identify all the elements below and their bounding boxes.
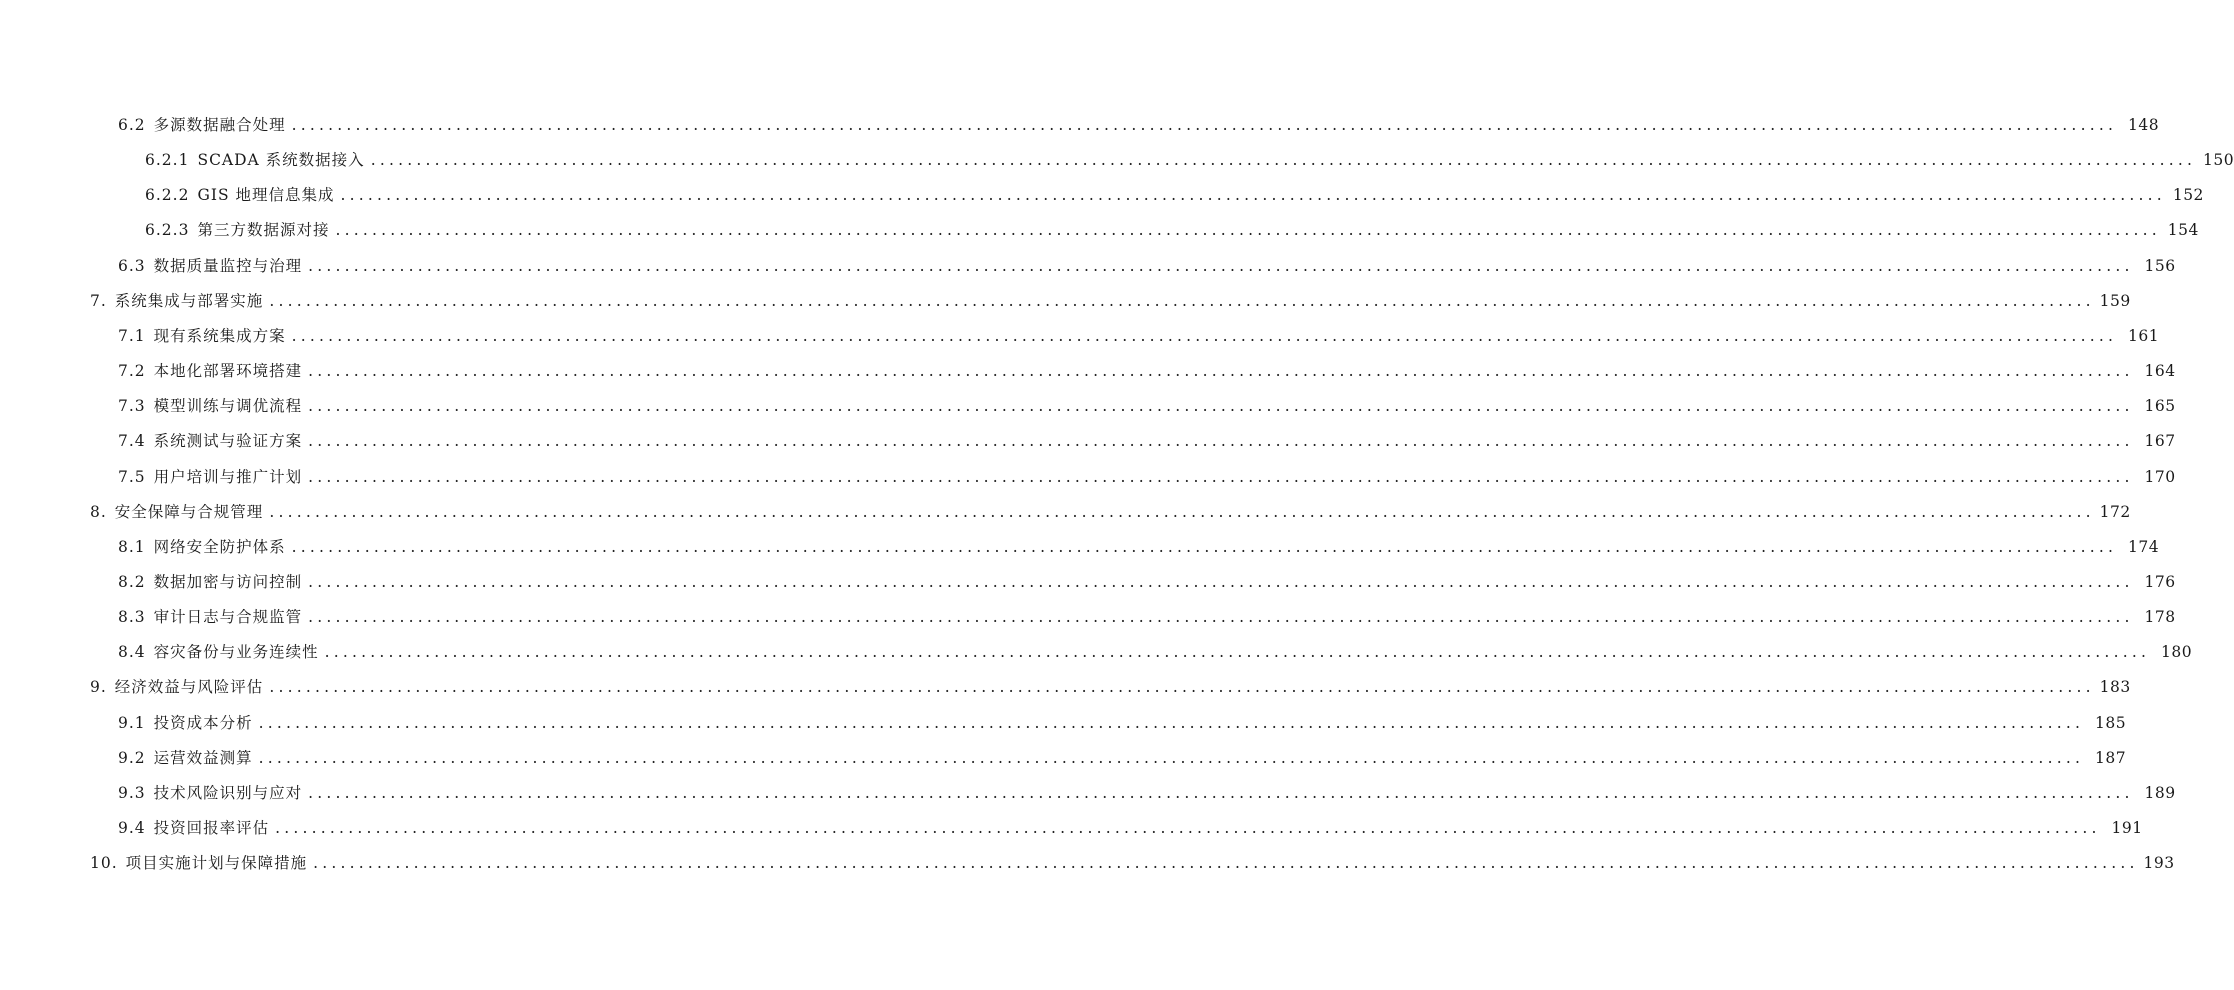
- toc-entry-page-number: 165: [2144, 397, 2176, 416]
- toc-entry-number: 10.: [90, 854, 118, 873]
- toc-entry[interactable]: [0, 464, 2176, 490]
- toc-entry[interactable]: [0, 428, 2176, 454]
- toc-entry-label: [0, 710, 253, 736]
- toc-entry-label: [0, 147, 365, 173]
- toc-entry-label: [0, 323, 286, 349]
- toc-entry-page-number: 193: [2143, 854, 2175, 873]
- toc-entry-number: 6.2: [118, 116, 146, 134]
- toc-entry-title: 项目实施计划与保障措施: [125, 854, 308, 873]
- toc-entry-label: [0, 745, 253, 771]
- toc-entry[interactable]: [0, 815, 2143, 841]
- toc-entry[interactable]: [0, 147, 2234, 173]
- toc-entry[interactable]: [0, 710, 2127, 736]
- toc-entry-page-number: 154: [2167, 221, 2199, 240]
- toc-entry-title: 第三方数据源对接: [197, 221, 330, 240]
- toc-entry-title: 审计日志与合规监管: [153, 608, 303, 627]
- toc-entry-number: 8.: [90, 502, 107, 521]
- toc-entry-title: 安全保障与合规管理: [114, 502, 264, 521]
- toc-entry[interactable]: [0, 182, 2204, 208]
- toc-entry-label: [0, 780, 302, 806]
- toc-dot-leader: ........................................................................................................................................................................................................: [340, 186, 2166, 205]
- toc-entry-page-number: 161: [2127, 326, 2160, 345]
- toc-entry-number: 6.2.1: [145, 151, 190, 170]
- toc-entry-title: 现有系统集成方案: [153, 326, 286, 345]
- toc-entry-number: 7.3: [118, 397, 146, 416]
- toc-entry[interactable]: [0, 604, 2176, 630]
- toc-entry-title: 数据质量监控与治理: [153, 256, 303, 275]
- toc-entry-page-number: 183: [2099, 678, 2131, 697]
- toc-entry-page-number: 189: [2144, 783, 2176, 802]
- toc-entry-number: 9.3: [118, 783, 146, 802]
- toc-entry[interactable]: [0, 534, 2160, 560]
- toc-dot-leader: ........................................................................................................................................................................................................: [269, 291, 2095, 310]
- toc-entry[interactable]: [0, 639, 2193, 665]
- toc-entry-label: [0, 253, 302, 279]
- toc-dot-leader: ........................................................................................................................................................................................................: [308, 432, 2134, 451]
- toc-entry-page-number: 167: [2144, 432, 2176, 451]
- toc-entry-page-number: 178: [2144, 608, 2176, 627]
- toc-entry-page-number: 172: [2099, 502, 2131, 521]
- toc-entry-title: 网络安全防护体系: [153, 537, 286, 556]
- toc-dot-leader: ........................................................................................................................................................................................................: [308, 362, 2134, 380]
- toc-entry-title: 多源数据融合处理: [153, 116, 286, 134]
- toc-entry[interactable]: [0, 112, 2160, 138]
- toc-dot-leader: ........................................................................................................................................................................................................: [335, 221, 2161, 240]
- toc-entry-label: [0, 112, 286, 138]
- toc-entry-label: [0, 850, 307, 876]
- toc-entry-number: 6.3: [118, 256, 146, 275]
- toc-entry-label: [0, 464, 302, 490]
- toc-entry-page-number: 152: [2172, 186, 2204, 205]
- toc-entry[interactable]: [0, 780, 2176, 806]
- toc-entry-title: 投资回报率评估: [153, 819, 270, 837]
- toc-dot-leader: ........................................................................................................................................................................................................: [258, 748, 2085, 767]
- toc-entry-title: 模型训练与调优流程: [153, 397, 303, 416]
- toc-dot-leader: ........................................................................................................................................................................................................: [291, 326, 2118, 345]
- toc-entry-title: 技术风险识别与应对: [153, 783, 303, 802]
- toc-entry-label: [0, 815, 269, 841]
- toc-entry[interactable]: [0, 358, 2176, 384]
- toc-entry-title: 运营效益测算: [153, 748, 253, 767]
- toc-entry-number: 7.5: [118, 467, 146, 486]
- toc-entry-page-number: 185: [2094, 713, 2127, 732]
- toc-entry-label: [0, 604, 302, 630]
- toc-entry-page-number: 156: [2144, 256, 2176, 275]
- toc-entry-page-number: 170: [2144, 467, 2176, 486]
- toc-entry-title: 系统集成与部署实施: [114, 291, 264, 310]
- toc-dot-leader: ........................................................................................................................................................................................................: [269, 502, 2095, 521]
- toc-entry-title: GIS 地理信息集成: [197, 186, 335, 205]
- toc-dot-leader: ........................................................................................................................................................................................................: [324, 643, 2151, 662]
- toc-dot-leader: ........................................................................................................................................................................................................: [308, 783, 2134, 802]
- toc-entry-title: SCADA 系统数据接入: [197, 151, 365, 170]
- toc-entry-label: [0, 674, 263, 700]
- toc-entry-number: 7.: [90, 291, 107, 310]
- toc-entry-number: 7.2: [118, 362, 146, 380]
- toc-entry-page-number: 148: [2127, 116, 2160, 134]
- toc-dot-leader: ........................................................................................................................................................................................................: [308, 256, 2134, 275]
- toc-dot-leader: ........................................................................................................................................................................................................: [313, 854, 2139, 873]
- toc-entry-label: [0, 217, 329, 243]
- toc-entry[interactable]: [0, 288, 2131, 314]
- toc-entry-number: 8.3: [118, 608, 146, 627]
- toc-entry-page-number: 174: [2127, 537, 2160, 556]
- toc-dot-leader: ........................................................................................................................................................................................................: [308, 467, 2134, 486]
- toc-entry-page-number: 150: [2203, 151, 2234, 170]
- toc-dot-leader: ........................................................................................................................................................................................................: [275, 819, 2101, 837]
- toc-entry-label: [0, 569, 302, 595]
- toc-entry-page-number: 191: [2111, 819, 2143, 837]
- toc-entry[interactable]: [0, 674, 2131, 700]
- toc-entry-label: [0, 393, 302, 419]
- toc-entry-page-number: 176: [2144, 573, 2176, 591]
- toc-entry-label: [0, 534, 286, 560]
- toc-entry-label: [0, 182, 335, 208]
- toc-dot-leader: ........................................................................................................................................................................................................: [269, 678, 2095, 697]
- toc-entry-title: 用户培训与推广计划: [153, 467, 303, 486]
- toc-entry-page-number: 180: [2160, 643, 2193, 662]
- toc-entry-page-number: 159: [2099, 291, 2131, 310]
- toc-entry-number: 8.4: [118, 643, 146, 662]
- toc-dot-leader: ........................................................................................................................................................................................................: [308, 608, 2134, 627]
- toc-entry-label: [0, 639, 319, 665]
- toc-entry[interactable]: [0, 217, 2199, 243]
- toc-entry-title: 容灾备份与业务连续性: [153, 643, 319, 662]
- toc-entry-number: 7.1: [118, 326, 146, 345]
- toc-dot-leader: ........................................................................................................................................................................................................: [291, 116, 2118, 134]
- toc-entry-page-number: 187: [2094, 748, 2127, 767]
- toc-entry[interactable]: [0, 499, 2131, 525]
- toc-entry[interactable]: [0, 569, 2176, 595]
- toc-dot-leader: ........................................................................................................................................................................................................: [370, 151, 2197, 170]
- toc-dot-leader: ........................................................................................................................................................................................................: [308, 573, 2134, 591]
- toc-entry-number: 9.2: [118, 748, 146, 767]
- toc-entry-label: [0, 288, 263, 314]
- toc-entry[interactable]: [0, 253, 2176, 279]
- toc-entry-number: 6.2.2: [145, 186, 190, 205]
- toc-entry-title: 系统测试与验证方案: [153, 432, 303, 451]
- toc-entry-number: 6.2.3: [145, 221, 190, 240]
- toc-entry-label: [0, 499, 263, 525]
- toc-entry[interactable]: [0, 323, 2160, 349]
- toc-entry-title: 本地化部署环境搭建: [153, 362, 303, 380]
- toc-entry-number: 7.4: [118, 432, 146, 451]
- toc-entry-page-number: 164: [2144, 362, 2176, 380]
- toc-dot-leader: ........................................................................................................................................................................................................: [308, 397, 2134, 416]
- toc-entry-number: 9.1: [118, 713, 146, 732]
- toc-entry-number: 9.: [90, 678, 107, 697]
- toc-entry-number: 9.4: [118, 819, 146, 837]
- toc-entry-title: 经济效益与风险评估: [114, 678, 264, 697]
- toc-entry[interactable]: [0, 850, 2175, 876]
- toc-dot-leader: ........................................................................................................................................................................................................: [291, 537, 2118, 556]
- toc-entry-number: 8.1: [118, 537, 146, 556]
- toc-entry[interactable]: [0, 745, 2127, 771]
- toc-entry-number: 8.2: [118, 573, 146, 591]
- toc-entry-title: 投资成本分析: [153, 713, 253, 732]
- toc-entry-title: 数据加密与访问控制: [153, 573, 303, 591]
- toc-entry-label: [0, 428, 302, 454]
- toc-dot-leader: ........................................................................................................................................................................................................: [258, 713, 2085, 732]
- toc-entry-label: [0, 358, 302, 384]
- toc-entry[interactable]: [0, 393, 2176, 419]
